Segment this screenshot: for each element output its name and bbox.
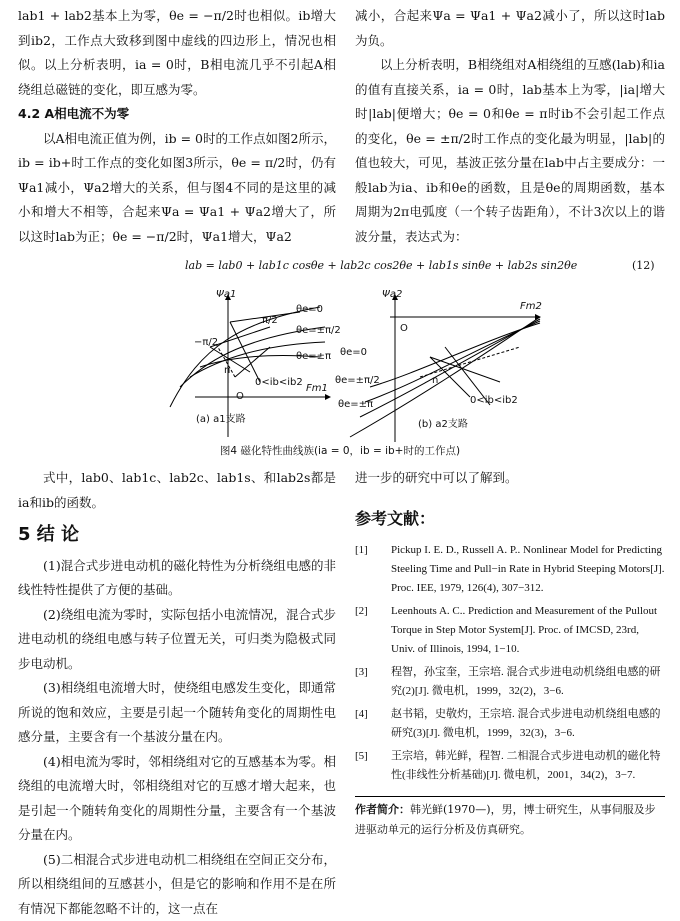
section-heading-5: 5 结 论 xyxy=(18,523,336,548)
reference-list xyxy=(355,541,665,785)
left-column-top xyxy=(18,4,336,249)
y-axis-label: Ψa2 xyxy=(382,289,402,300)
reference-text: 程智，孙宝奎，王宗培. 混合式步进电动机绕组电感的研究(2)[J]. 微电机，1999，32(2)，3−6. xyxy=(391,663,665,701)
reference-text: 王宗培，韩光鲜，程智. 二相混合式步进电动机的磁化特性(非线性分析基础)[J]. 微电机，2001，34(2)，3−7. xyxy=(391,747,665,785)
paragraph: 以上分析表明，B相绕组对A相绕组的互感(lab)和ia的值有直接关系，ia = 0时，lab基本上为零，|ia|增大时|lab|便增大；θe = 0和θe = π时ib不会引起工作点的变化，θe = ±π/2时工作点的变化最为明显，|lab|的值也较大，可见，基波正弦分量在lab中占主要成分：一般lab为ia、ib和θe的函数，且是θe的周期函数，基本周期为2π电弧度（一个转子齿距角），不计3次以上的谐波分量，表达式为： xyxy=(355,53,665,249)
curve-label: θe=±π/2 xyxy=(296,325,341,336)
equation-12 xyxy=(0,257,680,277)
curve-label: θe=±π/2 xyxy=(335,375,380,386)
x-axis-label: Fm2 xyxy=(520,301,542,312)
section-heading-4-2: 4.2 A相电流不为零 xyxy=(18,102,336,127)
y-axis-label: Ψa1 xyxy=(216,289,236,300)
reference-number: [3] xyxy=(355,663,391,701)
load-line xyxy=(230,322,260,382)
equation-number: (12) xyxy=(632,259,655,272)
reference-item xyxy=(355,602,665,659)
conclusion-item: (5)二相混合式步进电动机二相绕组在空间正交分布，所以相绕组间的互感甚小，但是它的影响和作用不是在所有情况下都能忽略不计的，这一点在 xyxy=(18,848,336,921)
reference-text: 赵书韬，史敬灼，王宗培. 混合式步进电动机绕组电感的研究(3)[J]. 微电机，1999，32(3)，3−6. xyxy=(391,705,665,743)
curve-label: θe=±π xyxy=(296,351,331,362)
equation-text: lab = lab0 + lab1c cosθe + lab2c cos2θe + lab1s sinθe + lab2s sin2θe xyxy=(185,259,577,272)
reference-item xyxy=(355,747,665,785)
curve-label: 0<ib<ib2 xyxy=(255,377,303,388)
reference-text: Pickup I. E. D., Russell A. P.. Nonlinear Model for Predicting Steeling Time and Pull−in Rate in Hybrid Steeping Motors[J]. Proc. IEE, 1979, 126(4), 307−312. xyxy=(391,541,665,598)
conclusion-item: (3)相绕组电流增大时，使绕组电感发生变化，即通常所说的饱和效应，主要是引起一个随转角变化的周期性电感分量，主要含有一个基波分量在内。 xyxy=(18,676,336,750)
reference-item xyxy=(355,541,665,598)
curve-label: π/2 xyxy=(262,315,278,326)
subfigure-caption-a: (a) a1支路 xyxy=(196,410,246,425)
curve-label: −π/2 xyxy=(194,337,218,348)
reference-number: [2] xyxy=(355,602,391,659)
right-column-top xyxy=(355,4,665,249)
reference-number: [1] xyxy=(355,541,391,598)
left-panel xyxy=(170,295,330,437)
origin-label: O xyxy=(400,323,408,334)
x-axis-label: Fm1 xyxy=(306,383,328,394)
curve xyxy=(365,321,540,402)
reference-item xyxy=(355,663,665,701)
reference-number: [4] xyxy=(355,705,391,743)
right-column-bottom xyxy=(355,466,665,789)
paragraph: lab1 + lab2基本上为零，θe = −π/2时也相似。ib增大到ib2，工作点大致移到图中虚线的四边形上，情况也相似。以上分析表明，ia = 0时，B相电流几乎不引起A相绕组总磁链的变化，即互感为零。 xyxy=(18,4,336,102)
conclusion-item: (4)相电流为零时，邻相绕组对它的互感基本为零。相绕组的电流增大时，邻相绕组对它的互感才增大起来，也是引起一个随转角变化的周期性分量，主要含有一个基波分量在内。 xyxy=(18,750,336,848)
author-divider xyxy=(355,796,665,797)
paragraph: 以A相电流正值为例，ib = 0时的工作点如图2所示，ib = ib+时工作点的变化如图3所示，θe = π/2时，仍有Ψa1减小，Ψa2增大的关系，但与图4不同的是这里的减小和增大不相等，合起来Ψa = Ψa1 + Ψa2增大了，所以这时lab为正；θe = −π/2时，Ψa1增大，Ψa2 xyxy=(18,127,336,250)
n-label: n xyxy=(432,375,438,386)
conclusion-item: (2)绕组电流为零时，实际包括小电流情况，混合式步进电动机的绕组电感与转子位置无关，可归类为隐极式同步电动机。 xyxy=(18,603,336,677)
reference-text: Leenhouts A. C.. Prediction and Measurement of the Pullout Torque in Step Motor System[J]. Proc. of IMCSD, 23rd, Univ. of Illinois, 1994, 1−10. xyxy=(391,602,665,659)
author-text: 韩光鲜(1970—)，男，博士研究生，从事伺服及步进驱动单元的运行分析及仿真研究。 xyxy=(355,803,656,836)
figure-caption: 图4 磁化特性曲线族(ia = 0，ib = ib+时的工作点) xyxy=(0,443,680,458)
paragraph: 减小，合起来Ψa = Ψa1 + Ψa2减小了，所以这时lab为负。 xyxy=(355,4,665,53)
subfigure-caption-b: (b) a2支路 xyxy=(418,415,468,430)
author-bio xyxy=(355,800,665,840)
reference-number: [5] xyxy=(355,747,391,785)
figure-4 xyxy=(0,287,680,459)
paragraph: 进一步的研究中可以了解到。 xyxy=(355,466,665,491)
conclusion-item: (1)混合式步进电动机的磁化特性为分析绕组电感的非线性特性提供了方便的基础。 xyxy=(18,554,336,603)
origin-label: O xyxy=(236,391,244,402)
n-label: n xyxy=(224,365,230,376)
curve-label: θe=0 xyxy=(296,304,323,315)
curve-label: θe=±π xyxy=(338,399,373,410)
references-heading: 参考文献： xyxy=(355,507,665,532)
left-column-bottom xyxy=(18,466,336,921)
paragraph: 式中，lab0、lab1c、lab2c、lab1s、和lab2s都是ia和ib的函数。 xyxy=(18,466,336,515)
reference-item xyxy=(355,705,665,743)
load-line xyxy=(210,327,270,347)
author-label: 作者简介： xyxy=(355,803,410,816)
curve-label: θe=0 xyxy=(340,347,367,358)
figure-drawing xyxy=(0,287,680,447)
curve-label: 0<ib<ib2 xyxy=(470,395,518,406)
